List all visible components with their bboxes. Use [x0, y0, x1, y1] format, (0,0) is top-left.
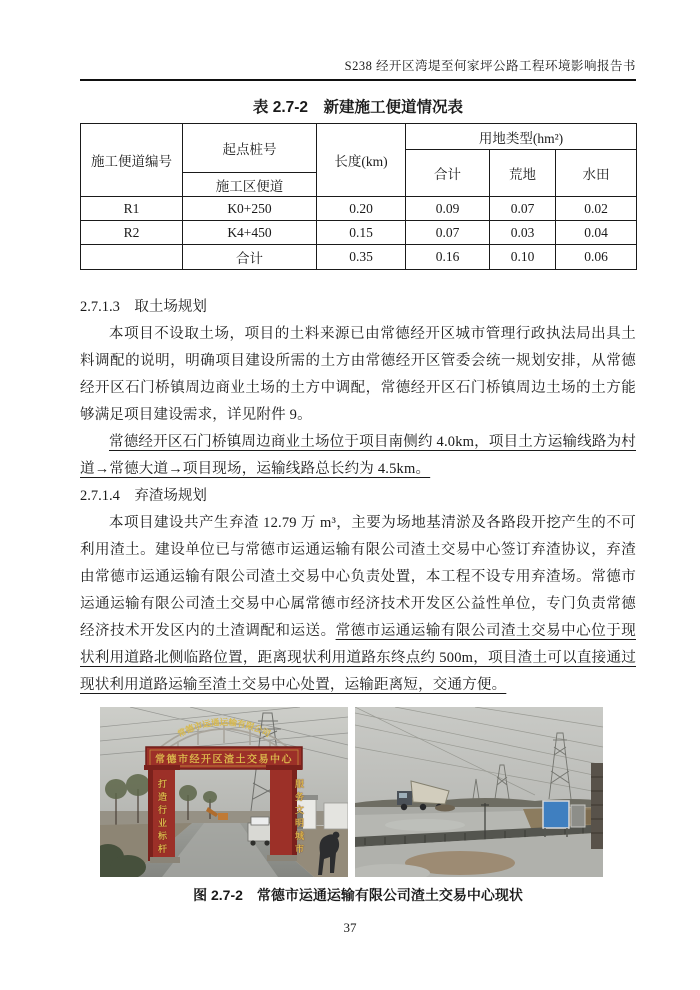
paragraph-borrow-area-route [80, 429, 636, 483]
paragraph-borrow-area: 本项目不设取土场，项目的土料来源已由常德经开区城市管理行政执法局出具土料调配的说明，明确项目建设所需的土方由常德经开区管委会统一规划安排，从常德经开区石门桥镇周边商业土场的土方中调配，常德经开区石门桥镇周边土场的土方能够满足项目建设需求，详见附件 9。 [80, 326, 636, 423]
gate-beam-text: 常德市经开区渣土交易中心 [155, 754, 293, 766]
cell-road-id [81, 245, 183, 270]
construction-road-table [80, 123, 637, 270]
col-header-stake-sub: 施工区便道 [183, 173, 317, 197]
gate-pillar-right-text: 服务文明城市 [294, 779, 304, 857]
figure-photos [80, 707, 636, 877]
page-number: 37 [343, 920, 357, 935]
table-row-total [81, 245, 637, 270]
col-header-road-id: 施工便道编号 [81, 124, 183, 197]
col-header-landuse-group: 用地类型(hm²) [406, 124, 637, 150]
col-header-length: 长度(km) [317, 124, 406, 197]
gate-pillar-left-text: 打造行业标杆 [157, 779, 167, 857]
page-content [80, 56, 636, 905]
cell-total: 0.09 [406, 197, 490, 221]
cell-length: 0.15 [317, 221, 406, 245]
cell-paddy: 0.04 [556, 221, 637, 245]
cell-length: 0.35 [317, 245, 406, 270]
section-heading-2714: 2.7.1.4 弃渣场规划 [80, 488, 207, 504]
gate-arch-text: 常德市运通运输有限公司 [175, 717, 273, 739]
photo-gate-scene [100, 707, 348, 877]
cell-wasteland: 0.07 [490, 197, 556, 221]
table-row [81, 221, 637, 245]
col-header-stake: 起点桩号 [183, 124, 317, 173]
cell-total: 0.16 [406, 245, 490, 270]
cell-wasteland: 0.10 [490, 245, 556, 270]
photo-yard [355, 707, 603, 877]
section-heading-2713: 2.7.1.3 取土场规划 [80, 299, 207, 315]
truck-silhouette [248, 817, 272, 846]
running-header: S238 经开区湾堤至何家坪公路工程环境影响报告书 [80, 56, 636, 81]
underlined-text: 常德经开区石门桥镇周边商业土场位于项目南侧约 4.0km，项目土方运输线路为村道→常德大道→项目现场，运输线路总长约为 4.5km。 [80, 434, 636, 477]
cell-total: 0.07 [406, 221, 490, 245]
cell-stake: K4+450 [183, 221, 317, 245]
col-header-total: 合计 [406, 150, 490, 197]
normal-text: 本项目建设共产生弃渣 12.79 万 m³，主要为场地基清淤及各路段开挖产生的不可利用渣土。建设单位已与常德市运通运输有限公司渣土交易中心签订弃渣协议，弃渣由常德市运通运输有限公司渣土交易中心负责处置，本工程不设专用弃渣场。常德市运通运输有限公司渣土交易中心属常德市经济技术开发区公益性单位，专门负责常德经济技术开发区内的土渣调配和运送。 [80, 515, 636, 639]
cell-road-id: R1 [81, 197, 183, 221]
cell-stake: 合计 [183, 245, 317, 270]
table-title: 表 2.7-2 新建施工便道情况表 [252, 99, 464, 116]
cell-paddy: 0.06 [556, 245, 637, 270]
cell-paddy: 0.02 [556, 197, 637, 221]
figure-caption: 图 2.7-2 常德市运通运输有限公司渣土交易中心现状 [193, 887, 523, 903]
cell-road-id: R2 [81, 221, 183, 245]
photo-yard-scene [355, 707, 603, 877]
cell-stake: K0+250 [183, 197, 317, 221]
paragraph-spoil-area [80, 510, 636, 699]
table-row [81, 197, 637, 221]
cell-wasteland: 0.03 [490, 221, 556, 245]
underlined-text: 常德市运通运输有限公司渣土交易中心位于现状利用道路北侧临路位置，距离现状利用道路东终点约 500m，项目渣土可以直接通过现状利用道路运输至渣土交易中心处置，运输距离短，交通方便。 [80, 623, 636, 693]
photo-gate [100, 707, 348, 877]
col-header-paddy: 水田 [556, 150, 637, 197]
col-header-wasteland: 荒地 [490, 150, 556, 197]
cell-length: 0.20 [317, 197, 406, 221]
